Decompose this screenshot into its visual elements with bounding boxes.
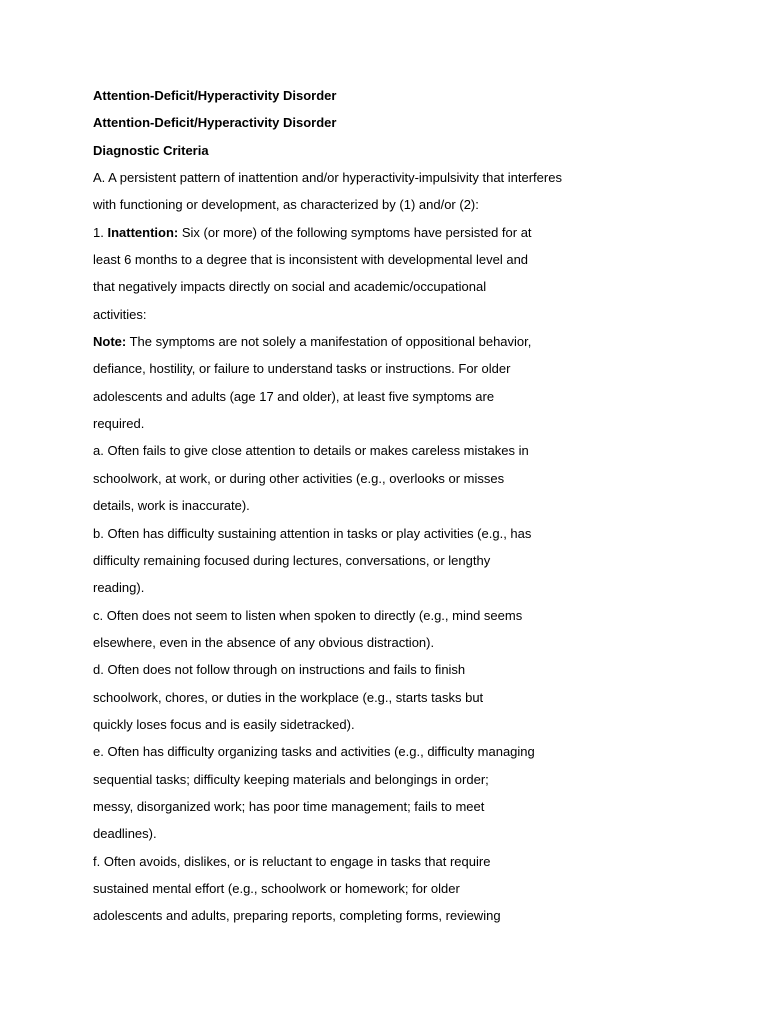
- document-title-repeat: Attention-Deficit/Hyperactivity Disorder: [93, 115, 337, 131]
- item-e-line: e. Often has difficulty organizing tasks and activities (e.g., difficulty managing: [93, 744, 535, 760]
- inattention-line: least 6 months to a degree that is inconsistent with developmental level and: [93, 252, 529, 268]
- inattention-line: activities:: [93, 306, 147, 322]
- note-line: adolescents and adults (age 17 and older), at least five symptoms are: [93, 388, 495, 404]
- item-b-line: reading).: [93, 580, 145, 596]
- inattention-number: 1.: [93, 224, 108, 240]
- inattention-heading-line: [93, 219, 713, 246]
- criterion-a-line: A. A persistent pattern of inattention and/or hyperactivity-impulsivity that interferes: [93, 170, 562, 186]
- inattention-label: Inattention:: [107, 224, 179, 240]
- note-heading-line: [93, 328, 713, 355]
- note-label: Note:: [93, 334, 127, 350]
- item-d-line: quickly loses focus and is easily sidetracked).: [93, 716, 355, 732]
- item-f-line: sustained mental effort (e.g., schoolwork or homework; for older: [93, 880, 460, 896]
- item-e-line: deadlines).: [93, 826, 157, 842]
- item-f-line: f. Often avoids, dislikes, or is reluctant to engage in tasks that require: [93, 853, 491, 869]
- item-a-line: details, work is inaccurate).: [93, 498, 250, 514]
- item-d-line: d. Often does not follow through on instructions and fails to finish: [93, 662, 466, 678]
- item-b-line: b. Often has difficulty sustaining attention in tasks or play activities (e.g., has: [93, 525, 532, 541]
- item-e-line: messy, disorganized work; has poor time management; fails to meet: [93, 798, 485, 814]
- criterion-a-line: with functioning or development, as characterized by (1) and/or (2):: [93, 197, 479, 213]
- item-f-line: adolescents and adults, preparing reports, completing forms, reviewing: [93, 908, 501, 924]
- note-text: The symptoms are not solely a manifestation of oppositional behavior,: [126, 334, 532, 350]
- item-e-line: sequential tasks; difficulty keeping materials and belongings in order;: [93, 771, 489, 787]
- document-title: Attention-Deficit/Hyperactivity Disorder: [93, 88, 337, 103]
- item-d-line: schoolwork, chores, or duties in the workplace (e.g., starts tasks but: [93, 689, 484, 705]
- item-c-line: c. Often does not seem to listen when spoken to directly (e.g., mind seems: [93, 607, 523, 623]
- item-a-line: schoolwork, at work, or during other activities (e.g., overlooks or misses: [93, 470, 505, 486]
- item-a-line: a. Often fails to give close attention to details or makes careless mistakes in: [93, 443, 529, 459]
- note-line: required.: [93, 416, 145, 432]
- document-body: [93, 82, 713, 930]
- note-line: defiance, hostility, or failure to understand tasks or instructions. For older: [93, 361, 511, 377]
- item-c-line: elsewhere, even in the absence of any obvious distraction).: [93, 634, 435, 650]
- section-heading: Diagnostic Criteria: [93, 142, 209, 158]
- inattention-line: that negatively impacts directly on social and academic/occupational: [93, 279, 487, 295]
- inattention-text: Six (or more) of the following symptoms have persisted for at: [178, 224, 532, 240]
- item-b-line: difficulty remaining focused during lectures, conversations, or lengthy: [93, 552, 491, 568]
